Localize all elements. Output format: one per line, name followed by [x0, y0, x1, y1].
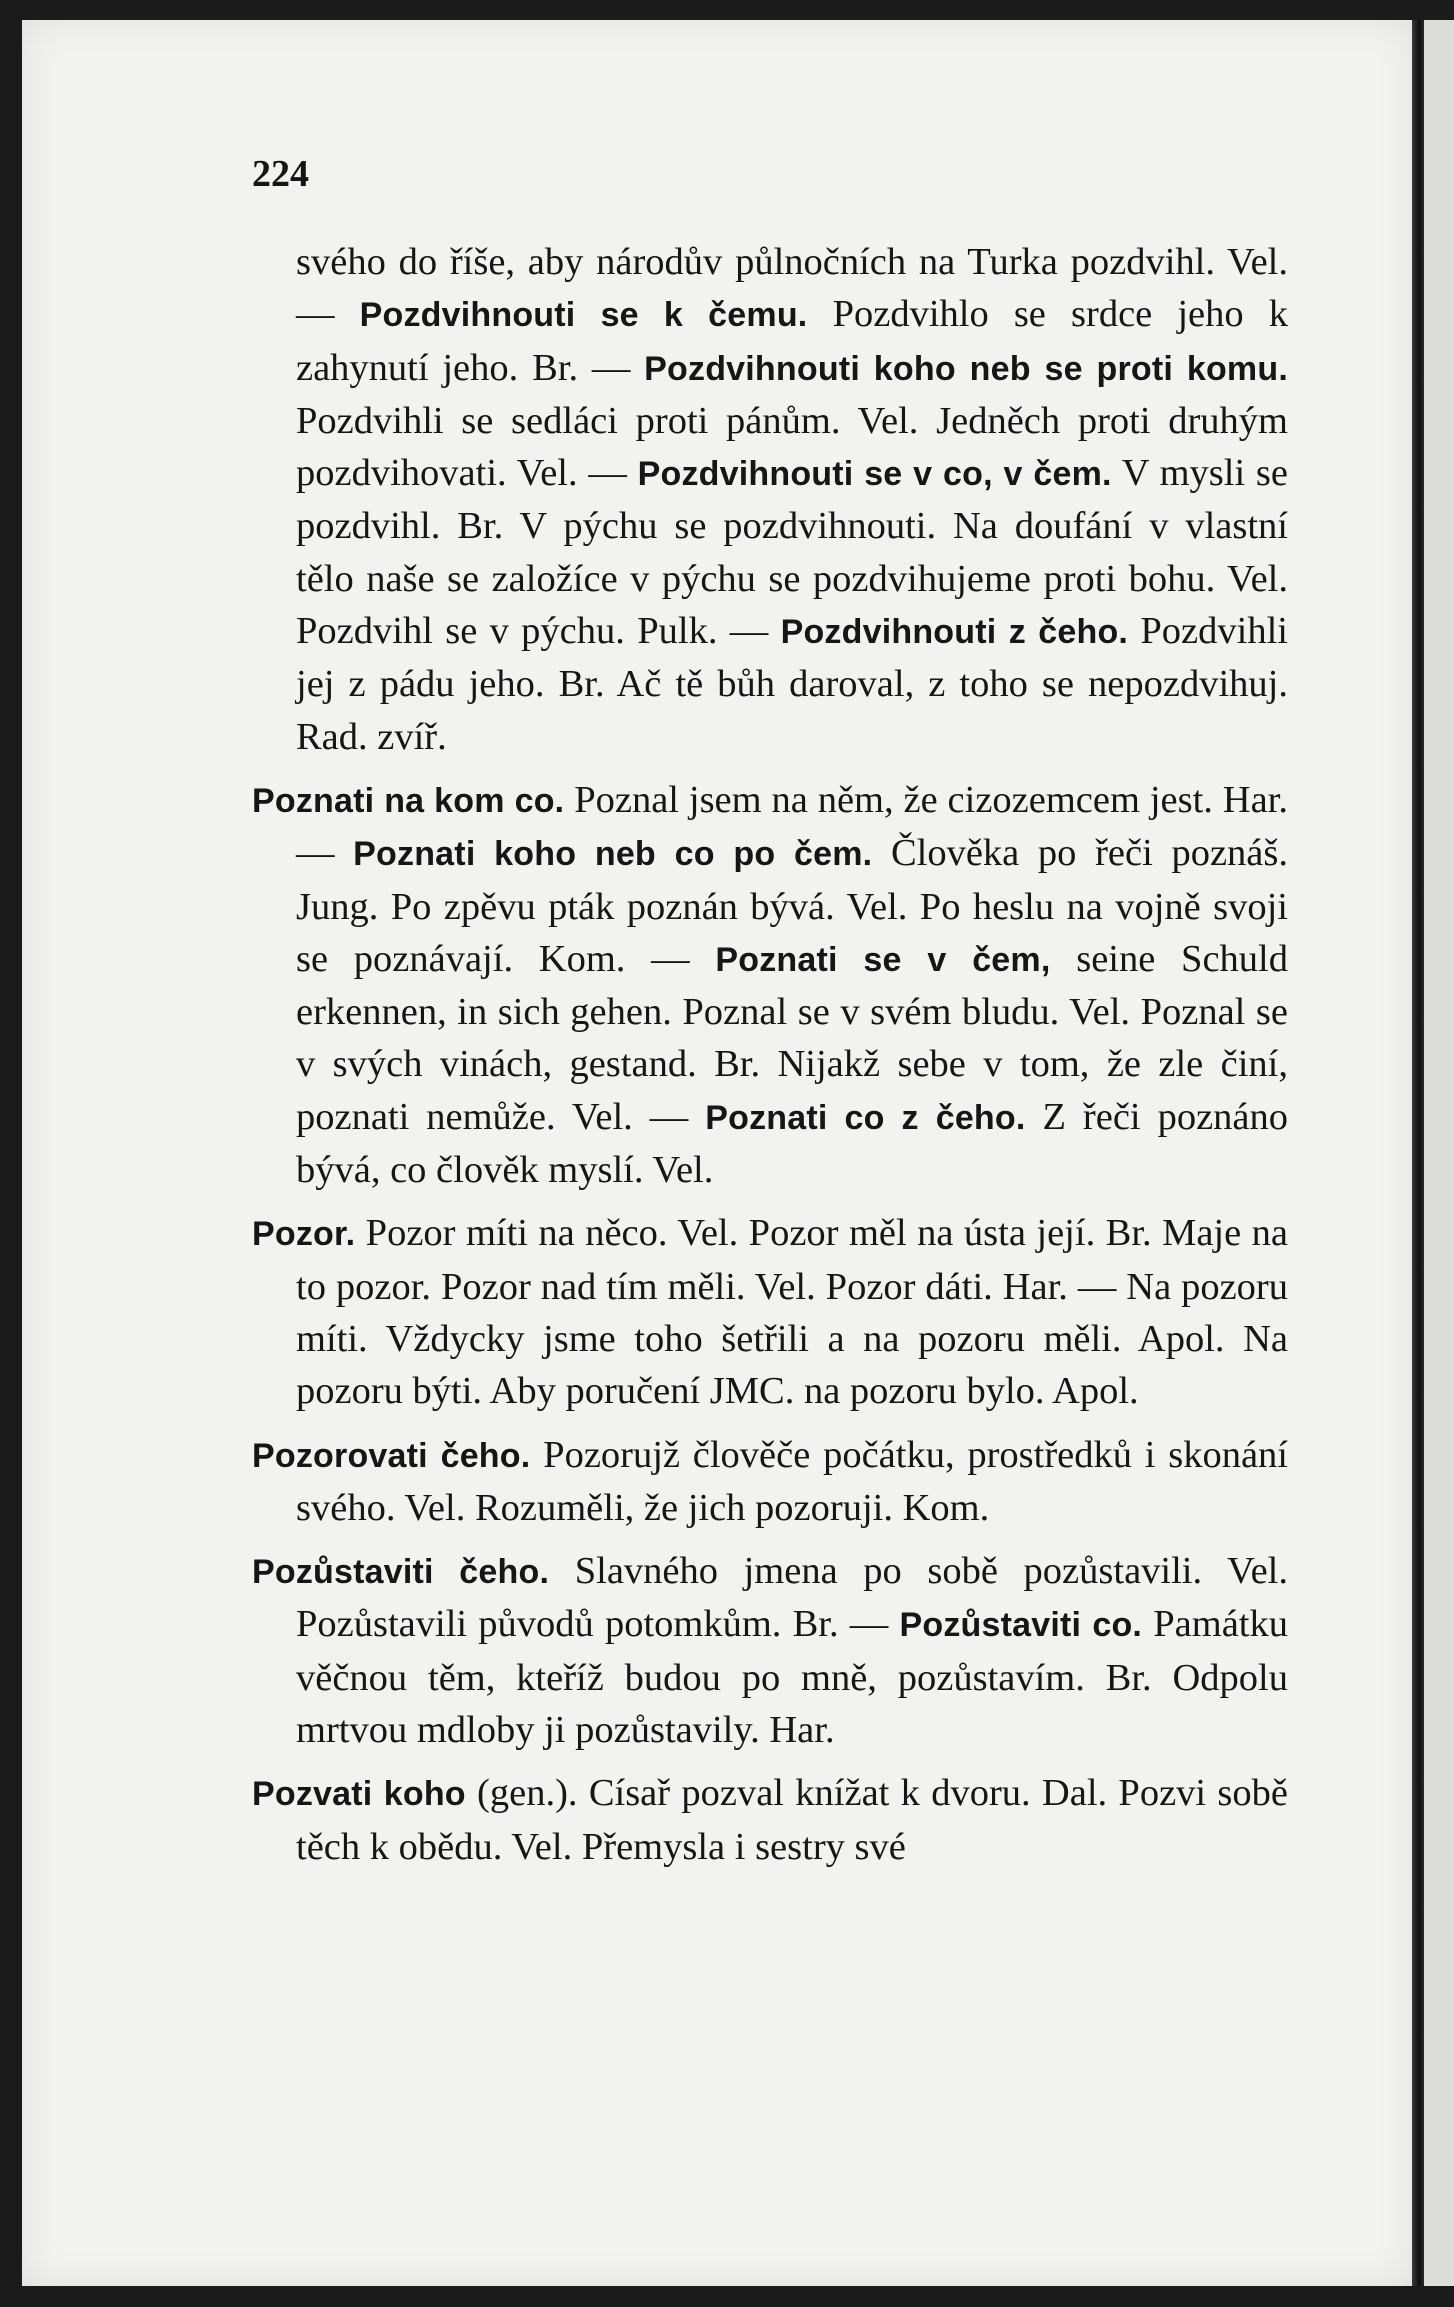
headword: Pozorovati čeho. — [252, 1436, 531, 1475]
dictionary-entry — [252, 774, 1288, 1196]
bold-phrase: Pozdvihnouti se k čemu. — [359, 296, 808, 335]
bold-phrase: Poznati se v čem, — [715, 940, 1051, 979]
entry-text: Památku věčnou těm, kteříž budou po mně, pozůstavím. Br. Odpolu mrtvou mdloby ji pozůstavily. Har. — [296, 1603, 1288, 1752]
entry-text: Z řeči poznáno bývá, co člověk myslí. Vel. — [296, 1095, 1289, 1192]
entry-text: V mysli se pozdvihl. Br. V pýchu se pozdvihnouti. Na doufání v vlastní tělo naše se založíce v pýchu se pozdvihujeme proti bohu. Vel. Pozdvihl se v pýchu. Pulk. — — [296, 452, 1288, 653]
entry-text: Slavného jmena po sobě pozůstavili. Vel. Pozůstavili původů potomkům. Br. — — [296, 1550, 1288, 1646]
entry-text: seine Schuld erkennen, in sich gehen. Poznal se v svém bludu. Vel. Poznal se v svých vinách, gestand. Br. Nijakž sebe v tom, že zle činí, poznati nemůže. Vel. — — [296, 937, 1288, 1138]
bold-phrase: Pozdvihnouti se v co, v čem. — [637, 455, 1112, 494]
headword: Poznati na kom co. — [252, 781, 565, 820]
bold-phrase: Poznati co z čeho. — [705, 1098, 1026, 1137]
bold-phrase: Poznati koho neb co po čem. — [353, 835, 873, 874]
facing-page-edge — [1424, 20, 1454, 2286]
entry-text: Pozdvihli jej z pádu jeho. Br. Ač tě bůh daroval, z toho se nepozdvihuj. Rad. zvíř. — [296, 610, 1288, 758]
dictionary-entry — [252, 1429, 1288, 1535]
dictionary-text-block — [252, 236, 1288, 1884]
bold-phrase: Pozůstaviti co. — [899, 1606, 1143, 1645]
page-number: 224 — [252, 153, 309, 195]
headword: Pozor. — [252, 1215, 356, 1254]
dictionary-entry — [252, 1207, 1288, 1417]
bold-phrase: Pozdvihnouti z čeho. — [780, 613, 1129, 652]
dictionary-entry — [252, 1545, 1288, 1756]
book-spine-shadow — [1412, 20, 1424, 2286]
entry-text: Pozdvihlo se srdce jeho k zahynutí jeho. Br. — — [296, 293, 1289, 389]
entry-text: Poznal jsem na něm, že cizozemcem jest. Har. — — [296, 778, 1289, 875]
entry-text: Pozorujž člověče počátku, prostředků i skonání svého. Vel. Rozuměli, že jich pozoruji. Kom. — [296, 1433, 1288, 1529]
entry-text: svého do říše, aby národův půlnočních na Turka pozdvihl. Vel. — — [296, 241, 1288, 336]
bold-phrase: Pozdvihnouti koho neb se proti komu. — [644, 349, 1288, 388]
entry-continuation — [252, 236, 1288, 763]
entry-text: Pozdvihli se sedláci proti pánům. Vel. Jedněch proti druhým pozdvihovati. Vel. — — [296, 399, 1288, 495]
entry-text: Pozor míti na něco. Vel. Pozor měl na ústa její. Br. Maje na to pozor. Pozor nad tím měli. Vel. Pozor dáti. Har. — Na pozoru míti. Vždycky jsme toho šetřili a na pozoru měli. Apol. Na pozoru býti. Aby poručení JMC. na pozoru bylo. Apol. — [296, 1212, 1288, 1413]
entry-text: Člověka po řeči poznáš. Jung. Po zpěvu pták poznán bývá. Vel. Po heslu na vojně svoji se poznávají. Kom. — — [296, 832, 1289, 980]
dictionary-entry — [252, 1767, 1288, 1873]
headword: Pozvati koho — [252, 1775, 466, 1814]
entry-text: (gen.). Císař pozval knížat k dvoru. Dal. Pozvi sobě těch k obědu. Vel. Přemysla i sestry své — [296, 1772, 1288, 1868]
headword: Pozůstaviti čeho. — [252, 1553, 550, 1592]
